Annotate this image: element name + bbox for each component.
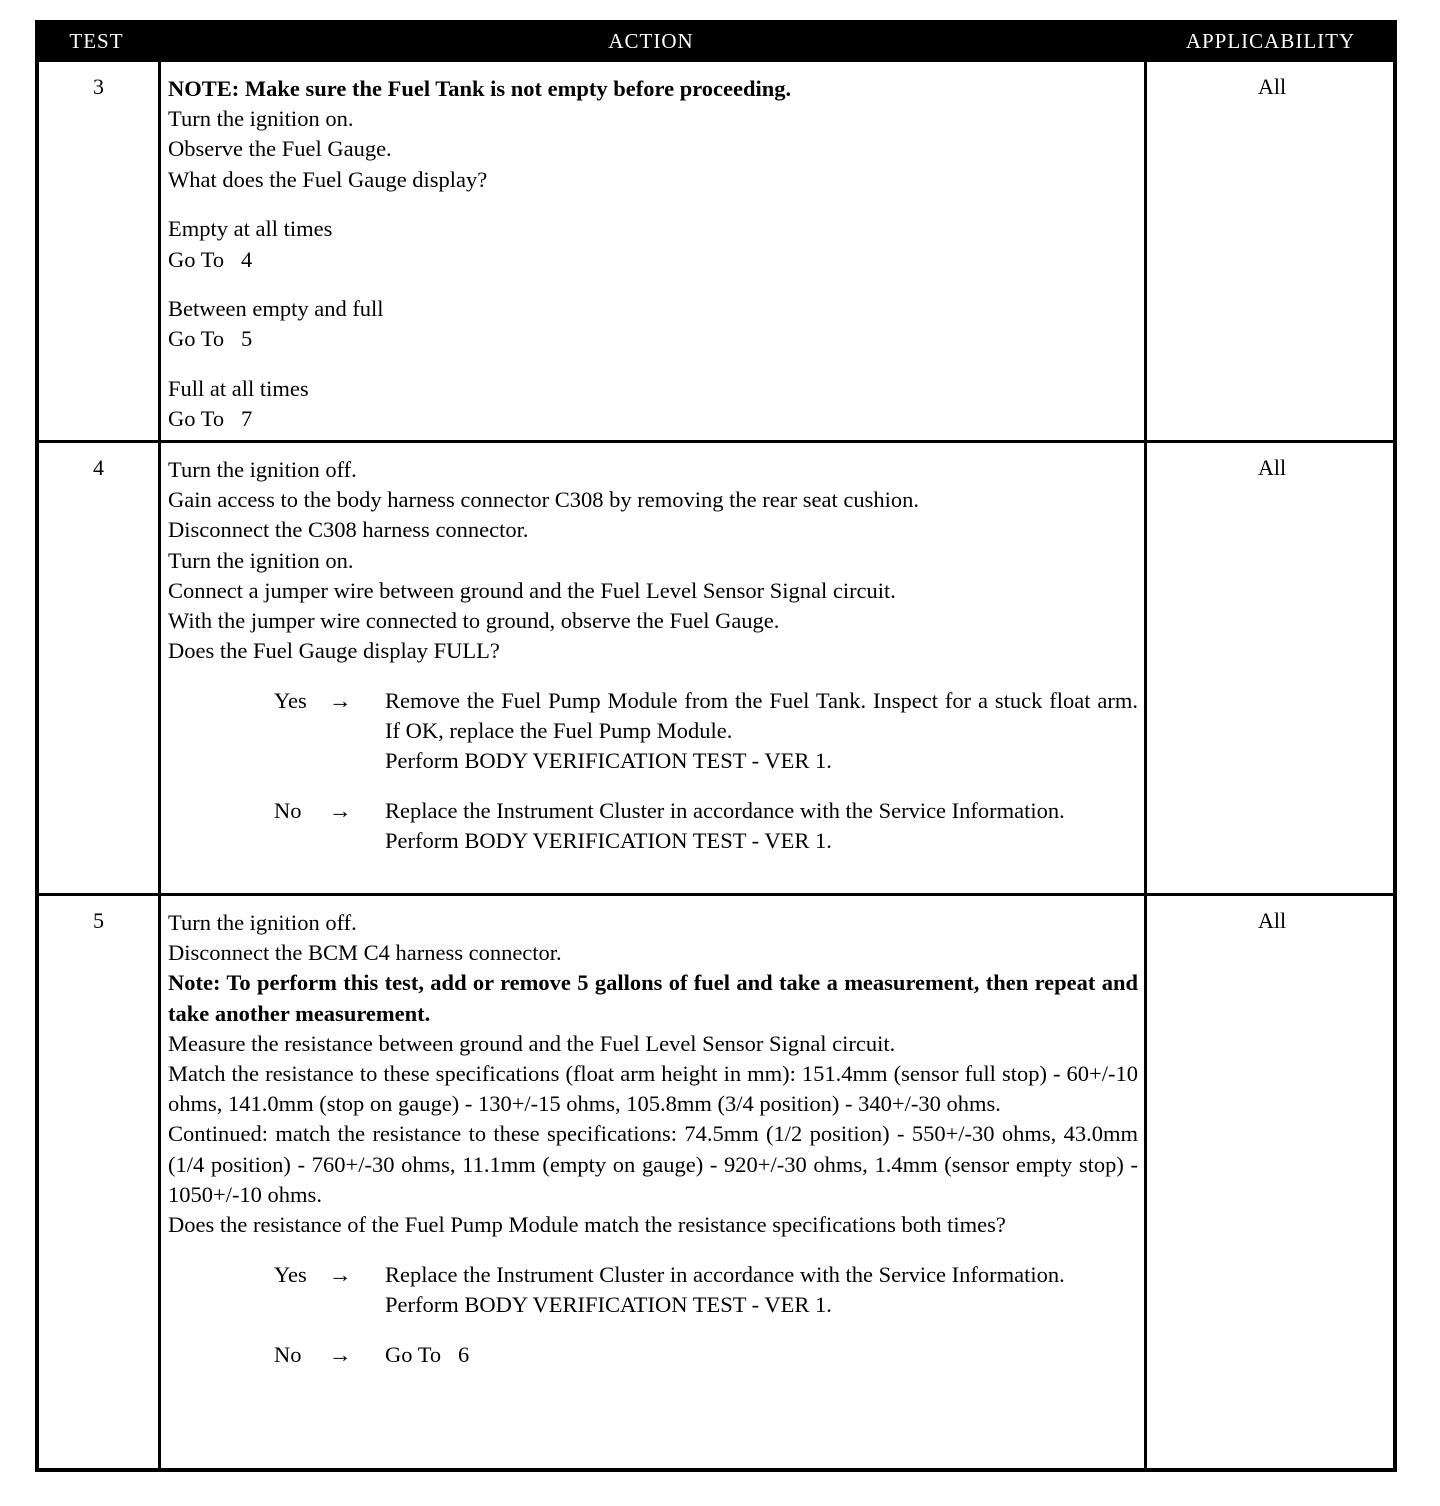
answer-yes: [274, 686, 1138, 777]
answer-line: Perform BODY VERIFICATION TEST - VER 1.: [385, 1291, 832, 1317]
right-arrow-icon: →: [329, 687, 352, 713]
choice-label: Full at all times: [168, 376, 309, 402]
answer-key: Yes: [274, 687, 307, 713]
step-text: Measure the resistance between ground and the Fuel Level Sensor Signal circuit.: [168, 1030, 896, 1056]
step-text: Does the Fuel Gauge display FULL?: [168, 638, 500, 664]
step-text: Disconnect the C308 harness connector.: [168, 517, 529, 543]
header-test: TEST: [69, 29, 124, 53]
test-number: 4: [93, 455, 104, 480]
answer-text: [385, 1340, 1138, 1370]
answer-key: Yes: [274, 1261, 307, 1287]
step-text: Continued: match the resistance to these specifications: 74.5mm (1/2 position) - 550+/-30 ohms, 43.0mm (1/4 position) - 760+/-30 ohms, 11.1mm (empty on gauge) - 920+/-30 ohms, 1.4mm (sensor empty stop) - 1050+/-10 ohms.: [168, 1121, 1138, 1207]
goto-link[interactable]: Go To 6: [385, 1341, 470, 1367]
answer-line: Replace the Instrument Cluster in accordance with the Service Information.: [385, 798, 1065, 824]
choice-label: Empty at all times: [168, 216, 333, 242]
step-text: With the jumper wire connected to ground, observe the Fuel Gauge.: [168, 608, 780, 634]
note-text: Note: To perform this test, add or remove 5 gallons of fuel and take a measurement, then repeat and take another measurement.: [168, 970, 1138, 1026]
header-applicability: APPLICABILITY: [1185, 29, 1356, 53]
step-text: Turn the ignition on.: [168, 106, 354, 132]
table-row: [39, 62, 1393, 440]
answer-line: Remove the Fuel Pump Module from the Fuel Tank. Inspect for a stuck float arm. If OK, replace the Fuel Pump Module.: [385, 687, 1138, 744]
choice-label: Between empty and full: [168, 296, 384, 322]
test-number: 5: [93, 908, 104, 933]
action-cell: [168, 455, 1138, 856]
right-arrow-icon: →: [329, 798, 352, 824]
answer-no: [274, 796, 1138, 856]
goto-link[interactable]: Go To 5: [168, 326, 253, 352]
note-text: NOTE: Make sure the Fuel Tank is not empty before proceeding.: [168, 76, 792, 101]
step-text: Disconnect the BCM C4 harness connector.: [168, 940, 562, 966]
right-arrow-icon: →: [329, 1341, 352, 1367]
answer-yes: [274, 1260, 1138, 1320]
answer-key: No: [274, 798, 302, 824]
step-text: Gain access to the body harness connector C308 by removing the rear seat cushion.: [168, 487, 920, 513]
table-header: [35, 20, 1397, 62]
answer-line: Perform BODY VERIFICATION TEST - VER 1.: [385, 748, 832, 774]
step-text: Observe the Fuel Gauge.: [168, 136, 392, 162]
test-number: 3: [93, 74, 104, 99]
answer-no: [274, 1340, 1138, 1370]
answer-line: Replace the Instrument Cluster in accordance with the Service Information.: [385, 1261, 1065, 1287]
answer-text: [385, 796, 1138, 856]
applicability-value: All: [1257, 455, 1287, 480]
step-text: Turn the ignition on.: [168, 547, 354, 573]
applicability-value: All: [1257, 908, 1287, 933]
step-text: Turn the ignition off.: [168, 910, 357, 935]
step-text: Does the resistance of the Fuel Pump Module match the resistance specifications both times?: [168, 1212, 1006, 1238]
table-row: [39, 896, 1393, 1468]
applicability-value: All: [1257, 74, 1287, 99]
action-cell: [168, 908, 1138, 1370]
answer-line: Perform BODY VERIFICATION TEST - VER 1.: [385, 828, 832, 854]
right-arrow-icon: →: [329, 1261, 352, 1287]
table-row: [39, 443, 1393, 893]
goto-link[interactable]: Go To 4: [168, 246, 253, 272]
answer-key: No: [274, 1341, 302, 1367]
diagnostic-table: [35, 20, 1397, 1472]
header-action: ACTION: [608, 29, 694, 53]
step-text: Connect a jumper wire between ground and the Fuel Level Sensor Signal circuit.: [168, 577, 896, 603]
answer-text: [385, 686, 1138, 777]
goto-link[interactable]: Go To 7: [168, 406, 253, 432]
step-text: Turn the ignition off.: [168, 457, 357, 482]
step-text: What does the Fuel Gauge display?: [168, 166, 488, 192]
step-text: Match the resistance to these specifications (float arm height in mm): 151.4mm (sensor full stop) - 60+/-10 ohms, 141.0mm (stop on gauge) - 130+/-15 ohms, 105.8mm (3/4 position) - 340+/-30 ohms.: [168, 1061, 1138, 1117]
action-cell: [168, 74, 1138, 435]
answer-text: [385, 1260, 1138, 1320]
